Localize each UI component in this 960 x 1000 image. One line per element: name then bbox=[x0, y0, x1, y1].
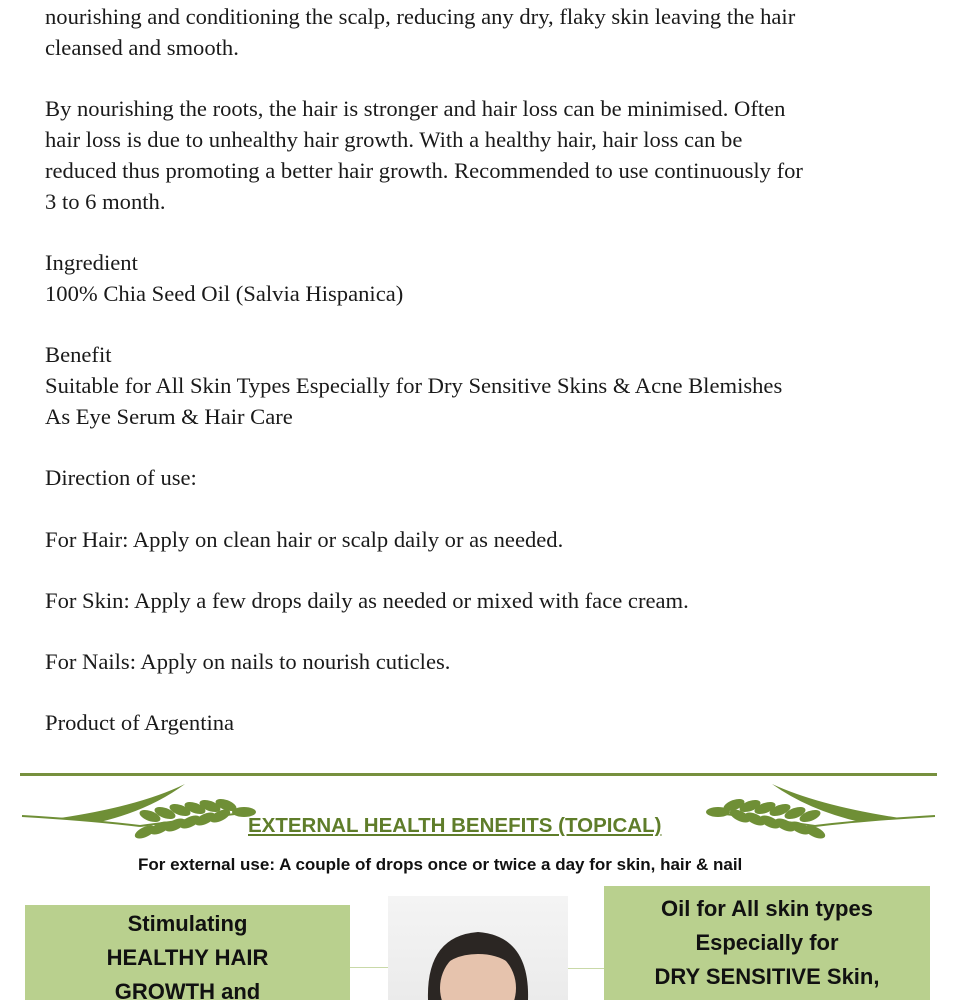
benefit-box-line: Oil for All skin types bbox=[661, 896, 873, 921]
model-portrait-image bbox=[388, 896, 568, 1000]
description-line: hair loss is due to unhealthy hair growth. With a healthy hair, hair loss can be bbox=[45, 127, 743, 152]
benefit-line: Suitable for All Skin Types Especially for Dry Sensitive Skins & Acne Blemishes bbox=[45, 373, 783, 398]
banner-subtitle: For external use: A couple of drops once or twice a day for skin, hair & nail bbox=[138, 855, 743, 874]
description-line: reduced thus promoting a better hair growth. Recommended to use continuously for bbox=[45, 158, 803, 183]
wheat-leaf-icon-right bbox=[706, 784, 935, 841]
direction-hair: For Hair: Apply on clean hair or scalp daily or as needed. bbox=[45, 527, 564, 552]
benefit-box-line: Stimulating bbox=[127, 911, 248, 936]
benefit-box-line: GROWTH and bbox=[114, 979, 261, 1000]
description-line: cleansed and smooth. bbox=[45, 35, 239, 60]
callout-connector-left bbox=[350, 967, 390, 968]
direction-nails: For Nails: Apply on nails to nourish cuticles. bbox=[45, 649, 451, 674]
banner-title: EXTERNAL HEALTH BENEFITS (TOPICAL) bbox=[248, 814, 662, 837]
direction-skin: For Skin: Apply a few drops daily as needed or mixed with face cream. bbox=[45, 588, 689, 613]
benefit-box-line: DRY SENSITIVE Skin, bbox=[654, 964, 880, 989]
model-photo bbox=[388, 896, 568, 1000]
product-origin: Product of Argentina bbox=[45, 710, 235, 735]
wheat-leaf-icon-left bbox=[22, 784, 256, 841]
benefit-box-hair bbox=[25, 905, 350, 1000]
benefit-box-skin bbox=[604, 886, 930, 1000]
directions-heading: Direction of use: bbox=[45, 465, 197, 490]
description-line: By nourishing the roots, the hair is stronger and hair loss can be minimised. Often bbox=[45, 96, 786, 121]
ingredient-value: 100% Chia Seed Oil (Salvia Hispanica) bbox=[45, 281, 404, 306]
benefit-box-line: HEALTHY HAIR bbox=[106, 945, 269, 970]
description-line: nourishing and conditioning the scalp, reducing any dry, flaky skin leaving the hair bbox=[45, 4, 796, 29]
benefit-heading: Benefit bbox=[45, 342, 112, 367]
benefit-line: As Eye Serum & Hair Care bbox=[45, 404, 293, 429]
description-line: 3 to 6 month. bbox=[45, 189, 166, 214]
benefit-box-line: Especially for bbox=[695, 930, 839, 955]
ingredient-heading: Ingredient bbox=[45, 250, 138, 275]
